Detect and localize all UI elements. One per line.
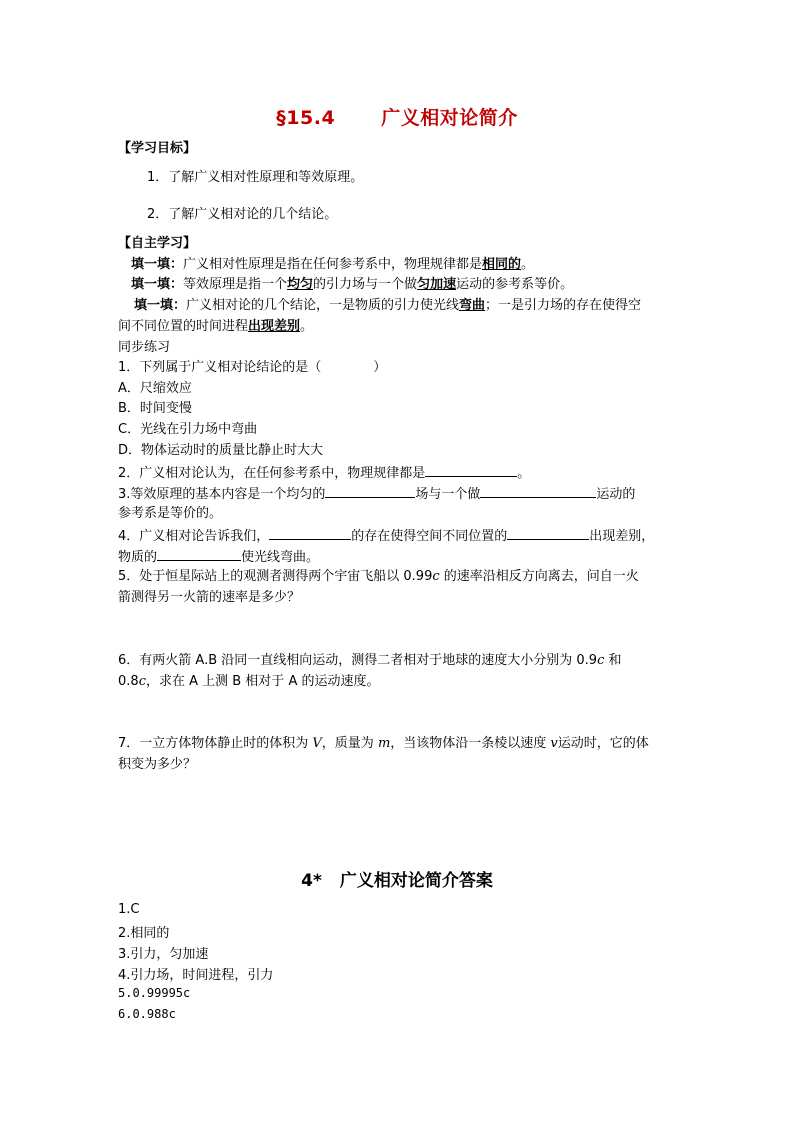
option-b: B．时间变慢 bbox=[118, 401, 192, 416]
self-study-heading: 【自主学习】 bbox=[118, 236, 197, 251]
fill-in-3-line-2 bbox=[118, 318, 313, 336]
question-text: 运动时，它的体 bbox=[557, 736, 649, 751]
question-text: 运动的 bbox=[596, 487, 636, 502]
fill-text: 。 bbox=[521, 257, 535, 272]
answer-item: 5.0.99995c bbox=[118, 986, 191, 1000]
question-text: ，求在 A 上测 B 相对于 A 的运动速度。 bbox=[145, 674, 380, 689]
question-text: 5．处于恒星际站上的观测者测得两个宇宙飞船以 0.99 bbox=[118, 569, 433, 584]
question-text: 和 bbox=[604, 653, 622, 668]
answer-blank[interactable] bbox=[157, 547, 241, 561]
answer-item: 1.C bbox=[118, 902, 140, 917]
question-text: 。 bbox=[517, 466, 531, 481]
objective-item-1: 1．了解广义相对性原理和等效原理。 bbox=[147, 170, 364, 185]
question-3-line-2: 参考系是等价的。 bbox=[118, 506, 223, 521]
fill-in-3 bbox=[134, 297, 641, 315]
question-text: 物质的 bbox=[118, 550, 158, 565]
variable-c: c bbox=[597, 653, 605, 668]
answer-blank[interactable] bbox=[269, 526, 351, 540]
fill-text: 广义相对论的几个结论，一是物质的引力使光线 bbox=[186, 298, 460, 313]
question-text: 使光线弯曲。 bbox=[241, 550, 320, 565]
objectives-heading: 【学习目标】 bbox=[118, 141, 197, 156]
objective-item-2: 2．了解广义相对论的几个结论。 bbox=[147, 207, 338, 222]
question-text: 0.8 bbox=[118, 674, 139, 689]
fill-text: 的引力场与一个做 bbox=[313, 277, 418, 292]
option-a: A．尺缩效应 bbox=[118, 381, 192, 396]
question-text: 3.等效原理的基本内容是一个均匀的 bbox=[118, 487, 326, 502]
answers-title-text: 广义相对论简介答案 bbox=[339, 871, 493, 891]
answer-item: 6.0.988c bbox=[118, 1007, 176, 1021]
question-text: 场与一个做 bbox=[415, 487, 481, 502]
question-2 bbox=[118, 463, 530, 483]
answer-item: 3.引力，匀加速 bbox=[118, 947, 209, 962]
answer-item: 4.引力场，时间进程，引力 bbox=[118, 968, 274, 983]
fill-answer: 相同的 bbox=[482, 257, 522, 272]
question-6 bbox=[118, 652, 621, 670]
variable-v-volume: V bbox=[312, 736, 322, 751]
question-4-line-2 bbox=[118, 547, 319, 567]
fill-text: ；一是引力场的存在使得空 bbox=[485, 298, 642, 313]
fill-text: 。 bbox=[300, 319, 314, 334]
question-5 bbox=[118, 568, 639, 586]
answer-blank[interactable] bbox=[325, 484, 415, 498]
fill-answer: 均匀 bbox=[287, 277, 314, 292]
question-5-line-2: 箭测得另一火箭的速率是多少？ bbox=[118, 590, 301, 605]
question-3 bbox=[118, 484, 635, 504]
page-title bbox=[0, 103, 794, 130]
fill-label: 填一填： bbox=[131, 257, 184, 272]
question-7 bbox=[118, 735, 649, 753]
option-d: D．物体运动时的质量比静止时大大 bbox=[118, 443, 324, 458]
answer-item: 2.相同的 bbox=[118, 926, 170, 941]
question-text: 的存在使得空间不同位置的 bbox=[351, 529, 508, 544]
option-c: C．光线在引力场中弯曲 bbox=[118, 422, 258, 437]
question-text: ，当该物体沿一条棱以速度 bbox=[390, 736, 551, 751]
fill-answer: 弯曲 bbox=[459, 298, 486, 313]
question-7-line-2: 积变为多少？ bbox=[118, 757, 197, 772]
question-text: 出现差别， bbox=[589, 529, 655, 544]
answers-title-prefix: 4* bbox=[301, 871, 322, 891]
fill-label: 填一填： bbox=[134, 298, 187, 313]
fill-in-2 bbox=[131, 276, 573, 294]
question-text: ，质量为 bbox=[321, 736, 378, 751]
variable-c: c bbox=[432, 569, 440, 584]
question-text: 6．有两火箭 A.B 沿同一直线相向运动，测得二者相对于地球的速度大小分别为 0.9 bbox=[118, 653, 598, 668]
practice-heading: 同步练习 bbox=[118, 340, 171, 355]
answer-blank[interactable] bbox=[507, 526, 589, 540]
question-1: 1．下列属于广义相对论结论的是（ ） bbox=[118, 360, 387, 375]
fill-in-1 bbox=[131, 256, 534, 274]
question-text: 4．广义相对论告诉我们， bbox=[118, 529, 270, 544]
fill-text: 间不同位置的时间进程 bbox=[118, 319, 249, 334]
answers-title bbox=[0, 866, 794, 891]
fill-label: 填一填： bbox=[131, 277, 184, 292]
question-text: 的速率沿相反方向离去，问自一火 bbox=[439, 569, 639, 584]
question-4 bbox=[118, 526, 654, 546]
answer-blank[interactable] bbox=[425, 463, 517, 477]
variable-v-speed: v bbox=[550, 736, 558, 751]
question-6-line-2 bbox=[118, 673, 379, 691]
fill-answer: 匀加速 bbox=[417, 277, 457, 292]
question-text: 2．广义相对论认为，在任何参考系中，物理规律都是 bbox=[118, 466, 426, 481]
section-number: §15.4 bbox=[276, 107, 336, 129]
fill-text: 广义相对性原理是指在任何参考系中，物理规律都是 bbox=[183, 257, 483, 272]
fill-answer: 出现差别 bbox=[248, 319, 301, 334]
fill-text: 等效原理是指一个 bbox=[183, 277, 288, 292]
variable-m: m bbox=[377, 736, 391, 751]
question-text: 7．一立方体物体静止时的体积为 bbox=[118, 736, 313, 751]
answer-blank[interactable] bbox=[480, 484, 596, 498]
variable-c: c bbox=[138, 674, 146, 689]
title-text: 广义相对论简介 bbox=[381, 107, 518, 129]
fill-text: 运动的参考系等价。 bbox=[456, 277, 574, 292]
